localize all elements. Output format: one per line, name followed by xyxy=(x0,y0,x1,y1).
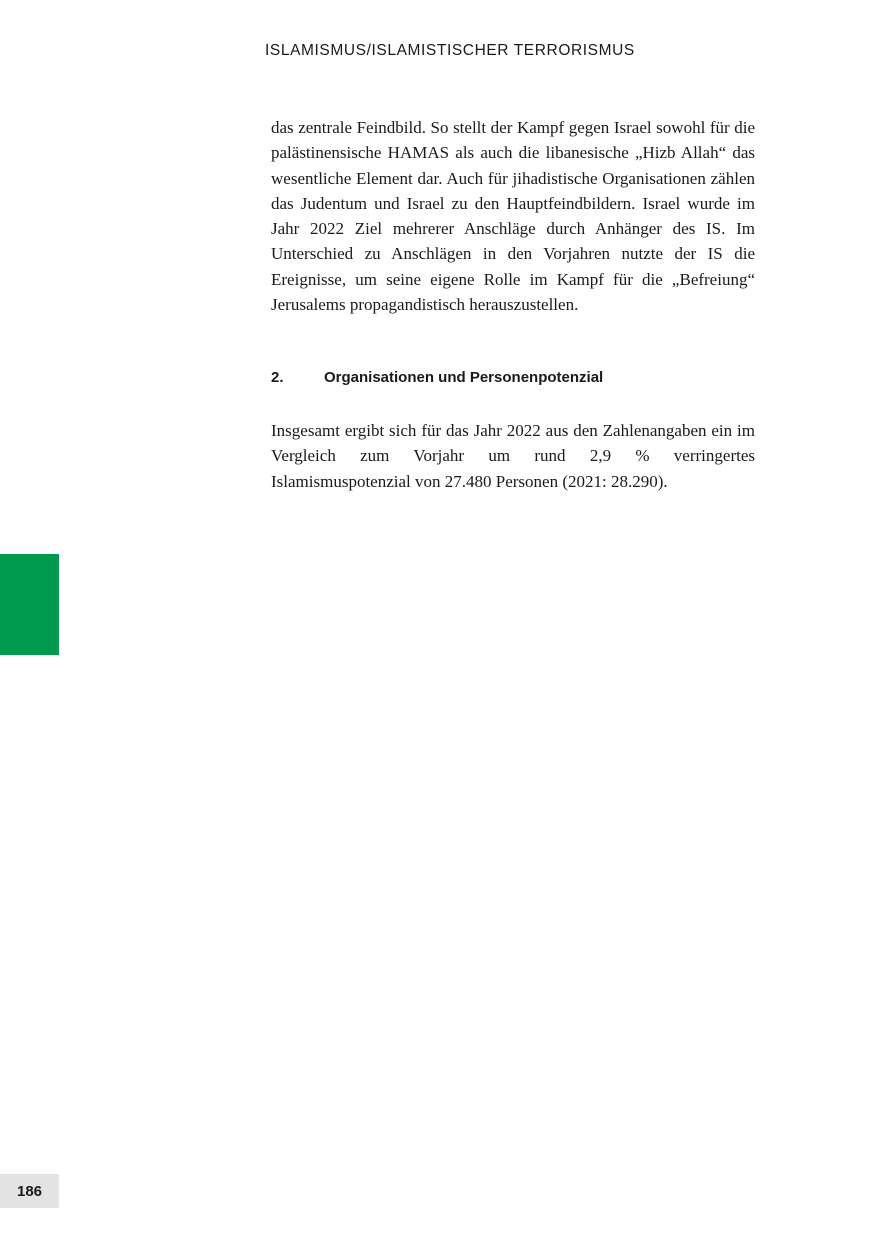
section-number: 2. xyxy=(271,369,284,386)
chapter-tab-marker xyxy=(0,554,59,655)
body-paragraph-2: Insgesamt ergibt sich für das Jahr 2022 aus den Zahlenangaben ein im Vergleich zum Vorjahr um rund 2,9 % verringertes Islamismuspotenzial von 27.480 Personen (2021: 28.290). xyxy=(271,421,755,491)
section-heading xyxy=(271,369,755,386)
page-number: 186 xyxy=(0,1174,59,1208)
section-title: Organisationen und Personenpotenzial xyxy=(324,369,604,386)
running-header: ISLAMISMUS/ISLAMISTISCHER TERRORISMUS xyxy=(265,42,635,59)
body-paragraph-1: das zentrale Feindbild. So stellt der Kampf gegen Israel sowohl für die palästinensische HAMAS als auch die libanesische „Hizb Allah“ das wesentliche Element dar. Auch für jihadistische Organisationen zählen das Judentum und Israel zu den Hauptfeindbildern. Israel wurde im Jahr 2022 Ziel mehrerer Anschläge durch Anhänger des IS. Im Unterschied zu Anschlägen in den Vorjahren nutzte der IS die Ereignisse, um seine eigene Rolle im Kampf für die „Befreiung“ Jerusalems propagandistisch herauszustellen. xyxy=(271,118,755,315)
